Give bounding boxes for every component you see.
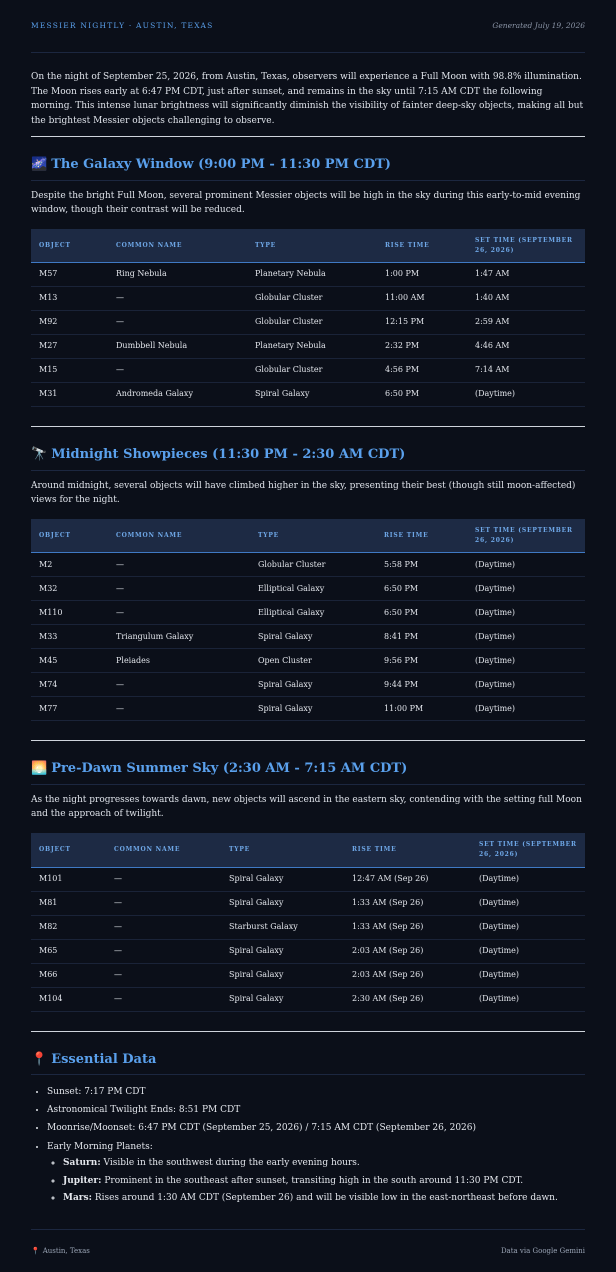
table-cell: 1:47 AM	[467, 263, 585, 287]
pin-icon: 📍	[31, 1051, 48, 1067]
table-cell: Starburst Galaxy	[221, 915, 344, 939]
table-cell: 2:03 AM (Sep 26)	[344, 963, 471, 987]
table-row	[31, 891, 585, 915]
section-title	[31, 156, 585, 180]
table-cell: —	[106, 963, 221, 987]
table-cell: Elliptical Galaxy	[250, 601, 376, 625]
table-cell: (Daytime)	[471, 867, 585, 891]
table-row	[31, 625, 585, 649]
table-cell: (Daytime)	[471, 939, 585, 963]
table-cell: 6:50 PM	[376, 601, 467, 625]
table-cell: 4:46 AM	[467, 335, 585, 359]
table-cell: M110	[31, 601, 108, 625]
table-cell: Globular Cluster	[247, 311, 377, 335]
table-cell: M92	[31, 311, 108, 335]
list-item-planets	[47, 1140, 585, 1206]
table-cell: 11:00 AM	[377, 287, 467, 311]
column-header: TYPE	[247, 229, 377, 263]
table-cell: Dumbbell Nebula	[108, 335, 247, 359]
section-divider	[31, 136, 585, 137]
table-cell: 9:56 PM	[376, 649, 467, 673]
planet-name: Mars:	[63, 1193, 92, 1204]
table-cell: 2:03 AM (Sep 26)	[344, 939, 471, 963]
table-cell: —	[106, 915, 221, 939]
table-cell: M57	[31, 263, 108, 287]
table-cell: Ring Nebula	[108, 263, 247, 287]
table-cell: Spiral Galaxy	[221, 891, 344, 915]
brand-title: MESSIER NIGHTLY · AUSTIN, TEXAS	[31, 21, 214, 30]
table-cell: M33	[31, 625, 108, 649]
column-header: COMMON NAME	[108, 519, 250, 553]
table-cell: Spiral Galaxy	[221, 987, 344, 1011]
table-row	[31, 673, 585, 697]
table-cell: M2	[31, 553, 108, 577]
column-header: RISE TIME	[377, 229, 467, 263]
footer-location	[31, 1246, 90, 1257]
table-row	[31, 577, 585, 601]
header	[31, 0, 585, 53]
section-emoji-icon: 🌅	[31, 761, 48, 777]
sections-container	[31, 136, 585, 1011]
table-cell: 1:40 AM	[467, 287, 585, 311]
objects-table	[31, 519, 585, 721]
table-cell: 1:00 PM	[377, 263, 467, 287]
essential-data-title	[31, 1051, 585, 1075]
table-cell: M74	[31, 673, 108, 697]
section-title	[31, 446, 585, 470]
section-divider	[31, 426, 585, 427]
table-cell: 12:47 AM (Sep 26)	[344, 867, 471, 891]
planet-jupiter	[63, 1174, 585, 1188]
table-cell: Triangulum Galaxy	[108, 625, 250, 649]
table-row	[31, 311, 585, 335]
column-header: OBJECT	[31, 229, 108, 263]
table-row	[31, 697, 585, 721]
table-cell: —	[108, 311, 247, 335]
column-header: OBJECT	[31, 833, 106, 867]
table-cell: M77	[31, 697, 108, 721]
column-header: OBJECT	[31, 519, 108, 553]
table-cell: Elliptical Galaxy	[250, 577, 376, 601]
section-emoji-icon: 🌌	[31, 157, 48, 173]
planet-name: Saturn:	[63, 1158, 101, 1169]
table-cell: Open Cluster	[250, 649, 376, 673]
table-cell: M81	[31, 891, 106, 915]
table-row	[31, 649, 585, 673]
table-row	[31, 939, 585, 963]
footer-credit: Data via Google Gemini	[500, 1246, 585, 1255]
table-cell: 4:56 PM	[377, 359, 467, 383]
column-header: COMMON NAME	[106, 833, 221, 867]
table-row	[31, 287, 585, 311]
table-cell: (Daytime)	[471, 915, 585, 939]
column-header: SET TIME (SEPTEMBER 26, 2026)	[471, 833, 585, 867]
table-cell: —	[108, 577, 250, 601]
list-item-moonrise: • Moonrise/Moonset: 6:47 PM CDT (September 25, 2026) / 7:15 AM CDT (September 26, 2026)	[47, 1121, 585, 1135]
table-row	[31, 987, 585, 1011]
table-cell: M27	[31, 335, 108, 359]
planets-label: Early Morning Planets:	[47, 1141, 153, 1152]
table-cell: —	[108, 287, 247, 311]
planet-name: Jupiter:	[63, 1175, 102, 1186]
table-cell: (Daytime)	[471, 891, 585, 915]
essential-title-text: Essential Data	[51, 1051, 157, 1067]
table-row	[31, 601, 585, 625]
table-cell: Spiral Galaxy	[250, 697, 376, 721]
section-divider	[31, 1031, 585, 1032]
table-header-row	[31, 833, 585, 867]
table-cell: (Daytime)	[471, 987, 585, 1011]
section-description: Around midnight, several objects will have climbed higher in the sky, presenting their best (though still moon-affected) views for the night.	[31, 480, 576, 506]
table-cell: 9:44 PM	[376, 673, 467, 697]
table-row	[31, 263, 585, 287]
table-cell: (Daytime)	[467, 601, 585, 625]
table-cell: 2:59 AM	[467, 311, 585, 335]
table-cell: M66	[31, 963, 106, 987]
table-cell: (Daytime)	[467, 673, 585, 697]
table-cell: Spiral Galaxy	[221, 867, 344, 891]
table-cell: Spiral Galaxy	[250, 625, 376, 649]
table-cell: M32	[31, 577, 108, 601]
table-cell: —	[108, 697, 250, 721]
table-cell: Planetary Nebula	[247, 335, 377, 359]
section-title-text: Midnight Showpieces (11:30 PM - 2:30 AM CDT)	[51, 447, 406, 463]
table-cell: M45	[31, 649, 108, 673]
table-cell: Spiral Galaxy	[221, 939, 344, 963]
table-header-row	[31, 519, 585, 553]
column-header: TYPE	[250, 519, 376, 553]
column-header: SET TIME (SEPTEMBER 26, 2026)	[467, 519, 585, 553]
table-row	[31, 359, 585, 383]
list-item-twilight: • Astronomical Twilight Ends: 8:51 PM CDT	[47, 1103, 585, 1117]
table-cell: (Daytime)	[467, 553, 585, 577]
table-cell: (Daytime)	[467, 577, 585, 601]
generated-date: Generated July 19, 2026	[492, 21, 585, 30]
table-cell: M65	[31, 939, 106, 963]
table-cell: 12:15 PM	[377, 311, 467, 335]
planet-text: Prominent in the southeast after sunset, transiting high in the south around 11:30 PM CDT.	[104, 1175, 524, 1186]
table-cell: M13	[31, 287, 108, 311]
table-row	[31, 335, 585, 359]
table-cell: Pleiades	[108, 649, 250, 673]
table-cell: —	[108, 673, 250, 697]
table-cell: Spiral Galaxy	[221, 963, 344, 987]
table-row	[31, 867, 585, 891]
table-header-row	[31, 229, 585, 263]
table-row	[31, 963, 585, 987]
table-cell: 5:58 PM	[376, 553, 467, 577]
table-cell: 2:30 AM (Sep 26)	[344, 987, 471, 1011]
table-cell: 1:33 AM (Sep 26)	[344, 891, 471, 915]
table-cell: —	[108, 359, 247, 383]
table-row	[31, 553, 585, 577]
table-cell: 2:32 PM	[377, 335, 467, 359]
table-cell: —	[106, 867, 221, 891]
objects-table	[31, 229, 585, 407]
column-header: TYPE	[221, 833, 344, 867]
table-cell: —	[106, 939, 221, 963]
table-cell: Globular Cluster	[250, 553, 376, 577]
planets-list	[47, 1156, 585, 1205]
table-cell: (Daytime)	[471, 963, 585, 987]
essential-data-list	[31, 1085, 585, 1206]
section-title-text: Pre-Dawn Summer Sky (2:30 AM - 7:15 AM CDT)	[51, 761, 408, 777]
table-cell: 6:50 PM	[376, 577, 467, 601]
table-cell: 1:33 AM (Sep 26)	[344, 915, 471, 939]
table-cell: —	[108, 601, 250, 625]
table-cell: (Daytime)	[467, 625, 585, 649]
objects-table	[31, 833, 585, 1011]
table-cell: 8:41 PM	[376, 625, 467, 649]
section-description: Despite the bright Full Moon, several prominent Messier objects will be high in the sky during this early-to-mid evening window, though their contrast will be reduced.	[31, 190, 581, 216]
table-cell: (Daytime)	[467, 383, 585, 407]
table-cell: M101	[31, 867, 106, 891]
section-description: As the night progresses towards dawn, new objects will ascend in the eastern sky, contending with the setting full Moon and the approach of twilight.	[31, 794, 582, 820]
section-title-text: The Galaxy Window (9:00 PM - 11:30 PM CDT)	[51, 157, 391, 173]
table-cell: 7:14 AM	[467, 359, 585, 383]
table-cell: Globular Cluster	[247, 359, 377, 383]
table-cell: 11:00 PM	[376, 697, 467, 721]
map-pin-icon: 📍	[31, 1246, 40, 1255]
table-cell: (Daytime)	[467, 649, 585, 673]
table-cell: Globular Cluster	[247, 287, 377, 311]
table-cell: M15	[31, 359, 108, 383]
table-cell: M82	[31, 915, 106, 939]
column-header: RISE TIME	[376, 519, 467, 553]
planet-mars	[63, 1191, 585, 1205]
column-header: SET TIME (SEPTEMBER 26, 2026)	[467, 229, 585, 263]
table-row	[31, 383, 585, 407]
intro-paragraph: On the night of September 25, 2026, from Austin, Texas, observers will experience a Full Moon with 98.8% illumination. The Moon rises early at 6:47 PM CDT, just after sunset, and remains in the sky until 7:15 AM CDT the following morning. This intense lunar brightness will significantly diminish the visibility of fainter deep-sky objects, making all but the brightest Messier objects challenging to observe.	[31, 72, 584, 126]
table-cell: M31	[31, 383, 108, 407]
table-cell: Spiral Galaxy	[247, 383, 377, 407]
table-cell: (Daytime)	[467, 697, 585, 721]
section-title	[31, 760, 585, 784]
column-header: COMMON NAME	[108, 229, 247, 263]
table-cell: —	[106, 987, 221, 1011]
table-cell: 6:50 PM	[377, 383, 467, 407]
table-cell: Planetary Nebula	[247, 263, 377, 287]
table-row	[31, 915, 585, 939]
table-cell: M104	[31, 987, 106, 1011]
planet-text: Visible in the southwest during the early evening hours.	[103, 1158, 360, 1169]
section-divider	[31, 740, 585, 741]
footer-location-text: Austin, Texas	[42, 1246, 90, 1255]
table-cell: Spiral Galaxy	[250, 673, 376, 697]
column-header: RISE TIME	[344, 833, 471, 867]
planet-saturn	[63, 1156, 585, 1170]
table-cell: —	[108, 553, 250, 577]
table-cell: Andromeda Galaxy	[108, 383, 247, 407]
footer	[31, 1229, 585, 1272]
planet-text: Rises around 1:30 AM CDT (September 26) and will be visible low in the east-northeast before dawn.	[94, 1193, 558, 1204]
section-emoji-icon: 🔭	[31, 447, 48, 463]
table-cell: —	[106, 891, 221, 915]
list-item-sunset: • Sunset: 7:17 PM CDT	[47, 1085, 585, 1099]
